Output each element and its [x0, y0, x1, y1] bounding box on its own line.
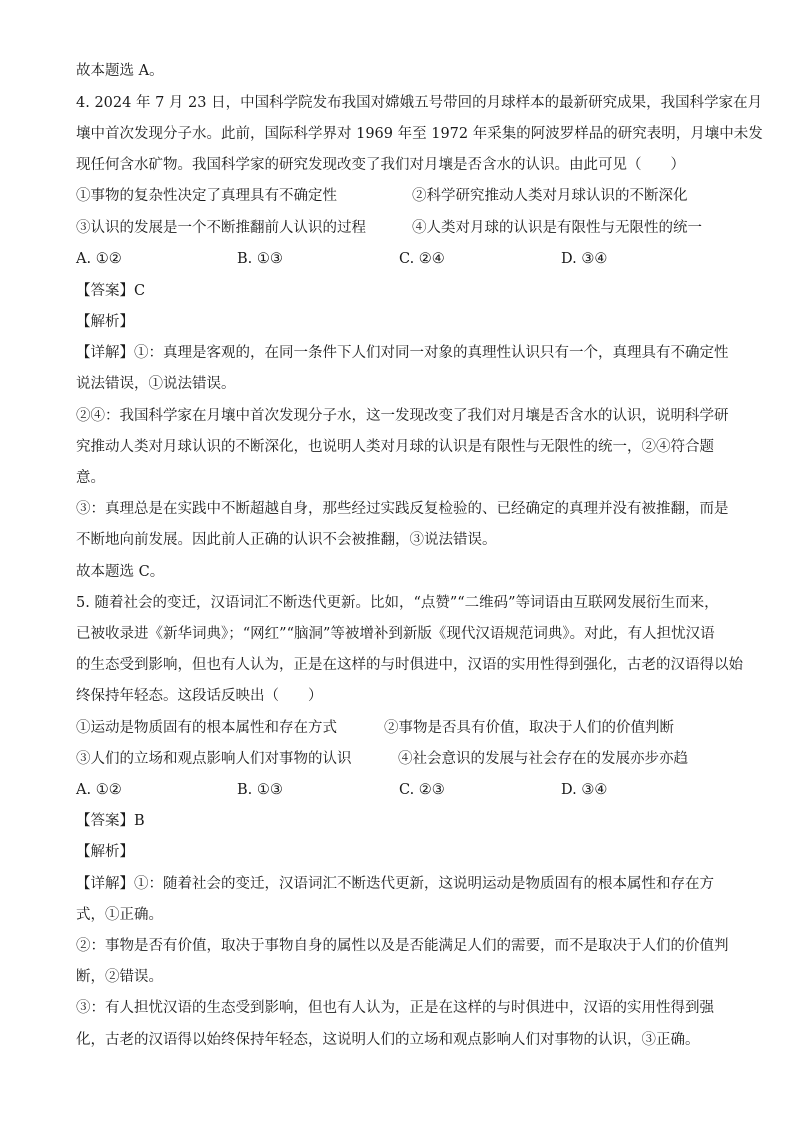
q5-statement-2: ②事物是否具有价值，取决于人们的价值判断	[384, 720, 674, 736]
q4-choice-c: C. ②④	[399, 251, 445, 267]
q5-choice-c: C. ②③	[399, 782, 445, 798]
q5-choice-b: B. ①③	[237, 782, 283, 798]
q5-detail-line-2: 式，①正确。	[76, 907, 163, 923]
q4-statement-3: ③认识的发展是一个不断推翻前人认识的过程	[76, 220, 366, 236]
q5-choice-a: A. ①②	[76, 782, 122, 798]
q5-detail-line-5: ③：有人担忧汉语的生态受到影响，但也有人认为，正是在这样的与时俱进中，汉语的实用性得到强	[76, 1000, 714, 1016]
q4-choice-d: D. ③④	[561, 251, 608, 267]
q5-statement-3: ③人们的立场和观点影响人们对事物的认识	[76, 751, 352, 767]
q4-stem-line-1: 4. 2024 年 7 月 23 日，中国科学院发布我国对嫦娥五号带回的月球样本的最新研究成果，我国科学家在月	[76, 95, 763, 111]
q4-detail-line-7: 不断地向前发展。因此前人正确的认识不会被推翻，③说法错误。	[76, 532, 497, 548]
q4-analysis-heading: 【解析】	[76, 314, 134, 330]
q5-answer: 【答案】B	[76, 813, 145, 829]
prev-answer-line: 故本题选 A。	[76, 63, 164, 79]
q4-detail-line-1: 【详解】①：真理是客观的，在同一条件下人们对同一对象的真理性认识只有一个，真理具有不确定性	[76, 345, 729, 361]
q4-statement-4: ④人类对月球的认识是有限性与无限性的统一	[412, 220, 702, 236]
q5-detail-line-3: ②：事物是否有价值，取决于事物自身的属性以及是否能满足人们的需要，而不是取决于人们的价值判	[76, 938, 729, 954]
q4-stem-line-3: 现任何含水矿物。我国科学家的研究发现改变了我们对月壤是否含水的认识。由此可见（ ）	[76, 157, 685, 173]
q5-statement-1: ①运动是物质固有的根本属性和存在方式	[76, 720, 337, 736]
q5-stem-line-1: 5. 随着社会的变迁，汉语词汇不断迭代更新。比如，“点赞”“二维码”等词语由互联网发展衍生而来，	[76, 595, 719, 611]
q4-detail-line-8: 故本题选 C。	[76, 564, 165, 580]
q4-detail-line-3: ②④：我国科学家在月壤中首次发现分子水，这一发现改变了我们对月壤是否含水的认识，说明科学研	[76, 408, 729, 424]
q5-statement-4: ④社会意识的发展与社会存在的发展亦步亦趋	[398, 751, 688, 767]
q4-statement-1: ①事物的复杂性决定了真理具有不确定性	[76, 188, 337, 204]
q5-analysis-heading: 【解析】	[76, 844, 134, 860]
q5-stem-line-3: 的生态受到影响，但也有人认为，正是在这样的与时俱进中，汉语的实用性得到强化，古老的汉语得以始	[76, 657, 743, 673]
q5-detail-line-4: 断，②错误。	[76, 969, 163, 985]
q4-answer: 【答案】C	[76, 283, 146, 299]
q4-detail-line-6: ③：真理总是在实践中不断超越自身，那些经过实践反复检验的、已经确定的真理并没有被推翻，而是	[76, 501, 729, 517]
q5-detail-line-6: 化，古老的汉语得以始终保持年轻态，这说明人们的立场和观点影响人们对事物的认识，③正确。	[76, 1032, 700, 1048]
q4-stem-line-2: 壤中首次发现分子水。此前，国际科学界对 1969 年至 1972 年采集的阿波罗样品的研究表明，月壤中未发	[76, 126, 763, 142]
q4-detail-line-4: 究推动人类对月球认识的不断深化，也说明人类对月球的认识是有限性与无限性的统一，②④符合题	[76, 439, 714, 455]
q4-choice-b: B. ①③	[237, 251, 283, 267]
q4-statement-2: ②科学研究推动人类对月球认识的不断深化	[412, 188, 688, 204]
q5-detail-line-1: 【详解】①：随着社会的变迁，汉语词汇不断迭代更新，这说明运动是物质固有的根本属性和存在方	[76, 876, 714, 892]
q5-choice-d: D. ③④	[561, 782, 608, 798]
q4-detail-line-5: 意。	[76, 470, 105, 486]
q5-stem-line-2: 已被收录进《新华词典》；“网红”“脑洞”等被增补到新版《现代汉语规范词典》。对此，有人担忧汉语	[76, 626, 715, 642]
q4-detail-line-2: 说法错误，①说法错误。	[76, 376, 236, 392]
q5-stem-line-4: 终保持年轻态。这段话反映出（ ）	[76, 688, 323, 704]
q4-choice-a: A. ①②	[76, 251, 122, 267]
